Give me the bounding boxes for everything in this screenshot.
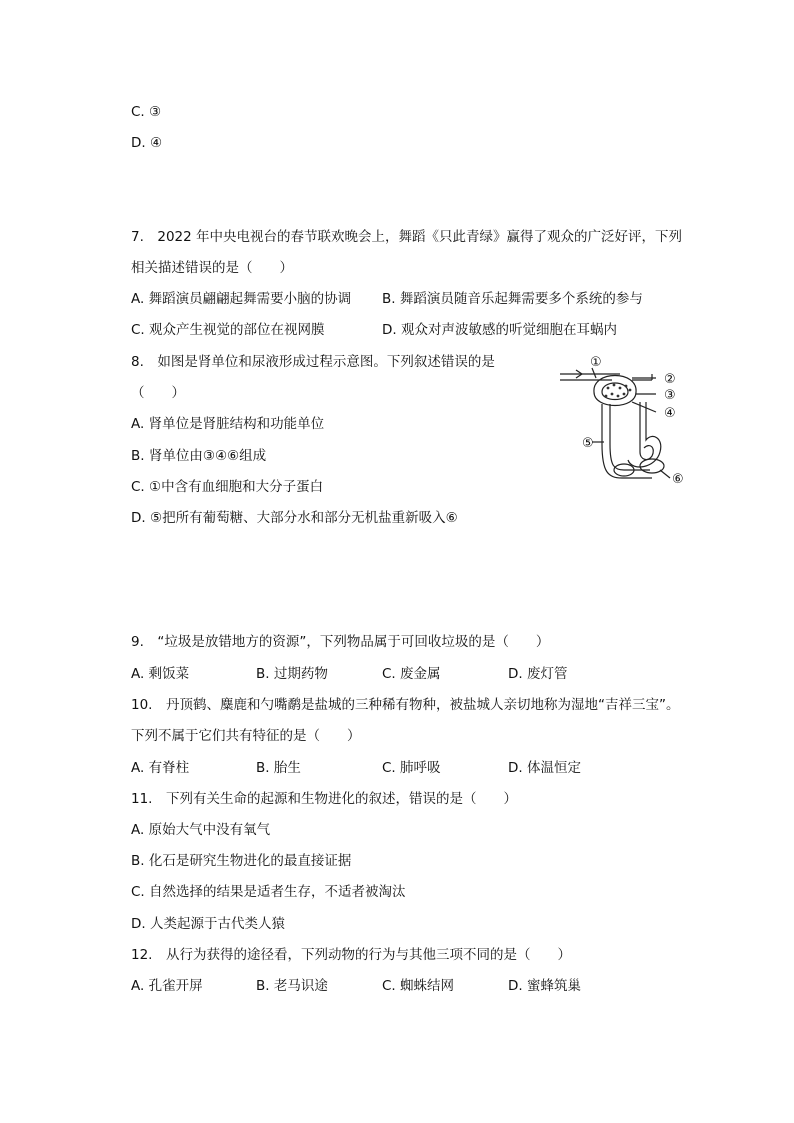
q10-option-a: A. 有脊柱: [131, 760, 190, 776]
q12-option-d: D. 蜜蜂筑巢: [508, 978, 581, 994]
q8-option-c: C. ①中含有血细胞和大分子蛋白: [131, 479, 324, 495]
leader-6: [660, 470, 670, 478]
q10-stem-line1: 10. 丹顶鹤、麋鹿和勺嘴鹬是盐城的三种稀有物种，被盐城人亲切地称为湿地“吉祥三宝”。: [131, 697, 680, 713]
diagram-label-4: ④: [664, 406, 676, 421]
diagram-label-2: ②: [664, 372, 676, 387]
q7-option-c: C. 观众产生视觉的部位在视网膜: [131, 322, 325, 338]
q8-stem-line2: （ ）: [131, 385, 185, 401]
leader-4: [632, 402, 656, 412]
q8-option-b: B. 肾单位由③④⑥组成: [131, 448, 267, 464]
q10-option-c: C. 肺呼吸: [382, 760, 441, 776]
q8-option-a: A. 肾单位是肾脏结构和功能单位: [131, 416, 325, 432]
q11-option-b: B. 化石是研究生物进化的最直接证据: [131, 853, 352, 869]
q7-option-b: B. 舞蹈演员随音乐起舞需要多个系统的参与: [382, 291, 643, 307]
diagram-label-5: ⑤: [582, 436, 594, 451]
tubule-inner: [610, 404, 650, 470]
q12-option-c: C. 蜘蛛结网: [382, 978, 455, 994]
q12-option-b: B. 老马识途: [256, 978, 328, 994]
q9-stem: 9. “垃圾是放错地方的资源”，下列物品属于可回收垃圾的是（ ）: [131, 634, 550, 650]
q10-option-b: B. 胎生: [256, 760, 301, 776]
diagram-label-6: ⑥: [672, 472, 684, 487]
q11-option-c: C. 自然选择的结果是适者生存，不适者被淘汰: [131, 884, 406, 900]
q11-option-a: A. 原始大气中没有氧气: [131, 822, 271, 838]
q7-option-d: D. 观众对声波敏感的听觉细胞在耳蜗内: [382, 322, 617, 338]
q11-option-d: D. 人类起源于古代类人猿: [131, 916, 285, 932]
q10-stem-line2: 下列不属于它们共有特征的是（ ）: [131, 728, 361, 744]
q7-stem-line2: 相关描述错误的是（ ）: [131, 260, 293, 276]
diagram-label-1: ①: [590, 355, 602, 370]
q8-stem-line1: 8. 如图是肾单位和尿液形成过程示意图。下列叙述错误的是: [131, 354, 495, 370]
q12-option-a: A. 孔雀开屏: [131, 978, 203, 994]
prev-option-c: C. ③: [131, 104, 162, 120]
nephron-diagram: [552, 352, 696, 492]
q9-option-d: D. 废灯管: [508, 666, 568, 682]
q7-stem-line1: 7. 2022 年中央电视台的春节联欢晚会上，舞蹈《只此青绿》赢得了观众的广泛好评，下列: [131, 229, 683, 245]
q12-stem: 12. 从行为获得的途径看，下列动物的行为与其他三项不同的是（ ）: [131, 947, 571, 963]
q10-option-d: D. 体温恒定: [508, 760, 581, 776]
q9-option-b: B. 过期药物: [256, 666, 328, 682]
q11-stem: 11. 下列有关生命的起源和生物进化的叙述，错误的是（ ）: [131, 791, 517, 807]
q9-option-c: C. 废金属: [382, 666, 441, 682]
prev-option-d: D. ④: [131, 135, 163, 151]
q9-option-a: A. 剩饭菜: [131, 666, 190, 682]
q8-option-d: D. ⑤把所有葡萄糖、大部分水和部分无机盐重新吸入⑥: [131, 510, 458, 526]
diagram-label-3: ③: [664, 388, 676, 403]
q7-option-a: A. 舞蹈演员翩翩起舞需要小脑的协调: [131, 291, 352, 307]
